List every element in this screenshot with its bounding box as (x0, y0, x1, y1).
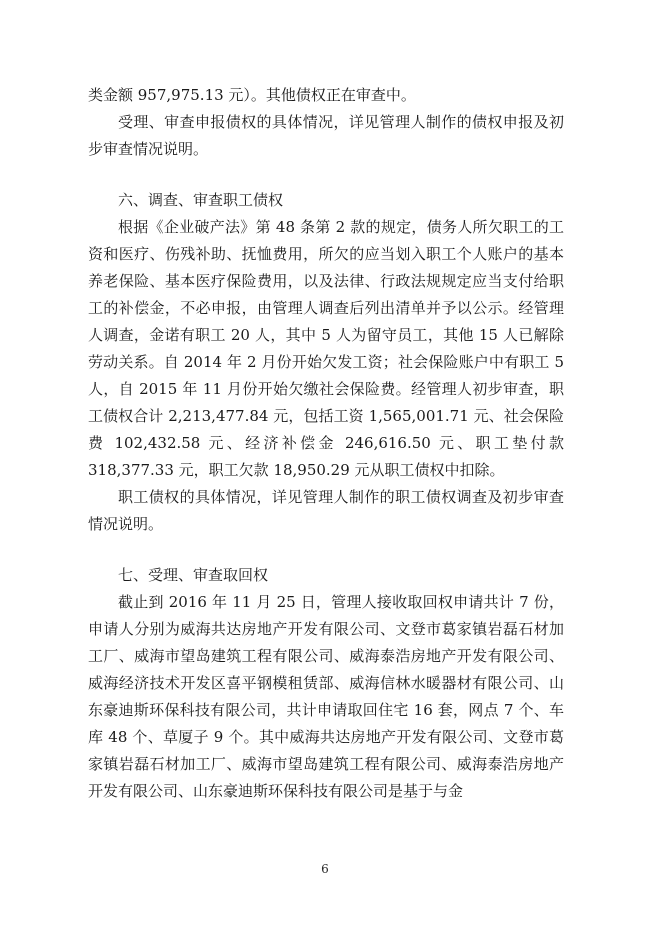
intro-paragraph-continuation: 类金额 957,975.13 元）。其他债权正在审查中。 (88, 86, 416, 104)
section-six-paragraph-main: 根据《企业破产法》第 48 条第 2 款的规定，债务人所欠职工的工资和医疗、伤残补助、抚恤费用，所欠的应当划入职工个人账户的基本养老保险、基本医疗保险费用，以及法律、行政法规规定应当支付给职工的补偿金，不必申报，由管理人调查后列出清单并予以公示。经管理人调查，金诺有职工 20 人，其中 5 人为留守员工，其他 15 人已解除劳动关系。自 2014 年 2 月份开始欠发工资；社会保险账户中有职工 5 人，自 2015 年 11 月份开始欠缴社会保险费。经管理人初步审查，职工债权合计 2,213,477.84 元，包括工资 1,565,001.71 元、社会保险费 102,432.58 元、经济补偿金 246,616.50 元、职工垫付款 318,377.33 元，职工欠款 18,950.29 元从职工债权中扣除。 (88, 218, 564, 479)
section-seven-paragraph-main: 截止到 2016 年 11 月 25 日，管理人接收取回权申请共计 7 份，申请人分别为威海共达房地产开发有限公司、文登市葛家镇岩磊石材加工厂、威海市望岛建筑工程有限公司、威海泰浩房地产开发有限公司、威海经济技术开发区喜平钢模租赁部、威海信林水暖器材有限公司、山东豪迪斯环保科技有限公司，共计申请取回住宅 16 套，网点 7 个、车库 48 个、草厦子 9 个。其中威海共达房地产开发有限公司、文登市葛家镇岩磊石材加工厂、威海市望岛建筑工程有限公司、威海泰浩房地产开发有限公司、山东豪迪斯环保科技有限公司是基于与金 (88, 593, 564, 800)
section-six-heading: 六、调查、审查职工债权 (118, 191, 284, 209)
document-body (88, 82, 564, 805)
page-number: 6 (321, 862, 329, 876)
section-six-paragraph-details: 职工债权的具体情况，详见管理人制作的职工债权调查及初步审查情况说明。 (88, 488, 564, 533)
intro-paragraph-details: 受理、审查申报债权的具体情况，详见管理人制作的债权申报及初步审查情况说明。 (88, 113, 564, 158)
section-seven-heading: 七、受理、审查取回权 (118, 566, 269, 584)
